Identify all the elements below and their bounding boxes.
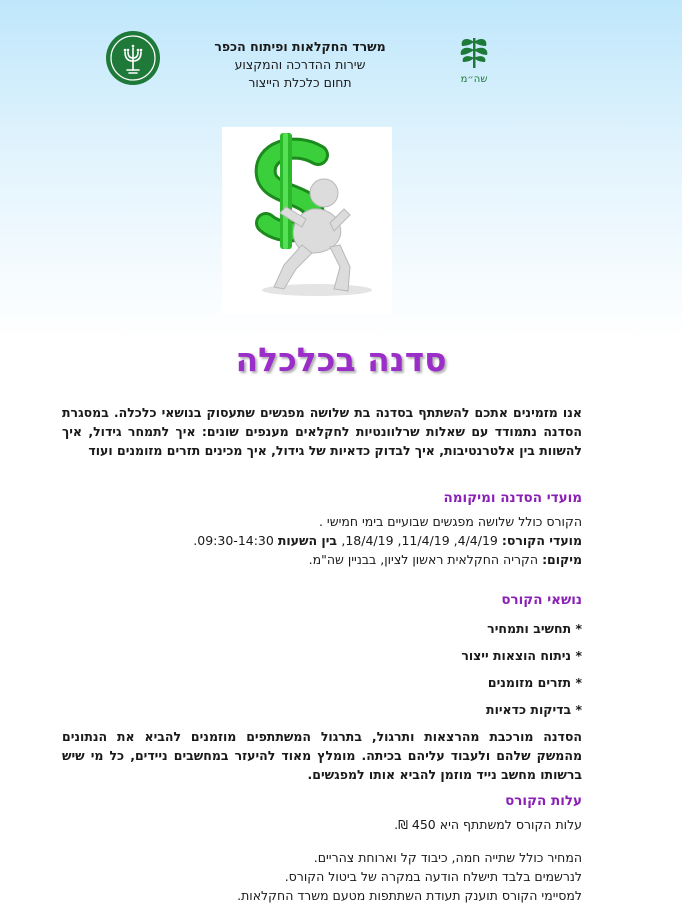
schedule-description: הקורס כולל שלושה מפגשים שבועיים בימי חמישי . xyxy=(318,514,582,529)
cost-note: למסיימי הקורס תוענק תעודת השתתפות מטעם משרד החקלאות. xyxy=(237,888,582,903)
location-value: הקריה החקלאית ראשון לציון, בבניין שה"מ. xyxy=(308,552,543,567)
topic-item: * ניתוח הוצאות ייצור xyxy=(461,648,582,663)
intro-paragraph: אנו מזמינים אתכם להשתתף בסדנה בת שלושה מפגשים שתעסוק בנושאי כלכלה. במסגרת הסדנה נתמודד עם שאלות שרלוונטיות לחקלאים מענפים שונים: איך לתמחר גידול, איך להשוות בין אלטרנטיבות, איך לבדוק כדאיות של גידול, איך מכינים תזרים מזומנים ועוד xyxy=(62,405,582,458)
cost-section xyxy=(62,792,582,905)
topics-section xyxy=(62,591,582,784)
dates-value: 4/4/19, 11/4/19, 18/4/19, xyxy=(341,533,502,548)
shaham-logo xyxy=(454,30,494,86)
dollar-carrier-illustration xyxy=(222,127,392,315)
cost-note: המחיר כולל שתייה חמה, כיבוד קל וארוחת צהריים. xyxy=(313,850,582,865)
schedule-section xyxy=(62,489,582,569)
location-label: מיקום: xyxy=(542,552,582,567)
cost-heading: עלות הקורס xyxy=(505,793,582,809)
hours-value: 09:30-14:30. xyxy=(193,533,278,548)
department-name: תחום כלכלת הייצור xyxy=(248,75,352,90)
hours-label: בין השעות xyxy=(277,533,342,548)
ministry-name: משרד החקלאות ופיתוח הכפר xyxy=(214,39,386,54)
cost-price: עלות הקורס למשתתף היא 450 ₪. xyxy=(394,817,582,832)
service-name: שירות ההדרכה והמקצוע xyxy=(234,57,366,72)
logo-text: שה״מ xyxy=(460,74,488,85)
header xyxy=(180,38,420,92)
topic-item: * תזרים מזומנים xyxy=(487,675,582,690)
topic-item: * בדיקות כדאיות xyxy=(486,702,582,717)
topics-heading: נושאי הקורס xyxy=(501,592,582,608)
schedule-dates xyxy=(62,531,582,550)
dates-label: מועדי הקורס: xyxy=(501,533,582,548)
topics-description: הסדנה מורכבת מהרצאות ותרגול, בתרגול המשתתפים מוזמנים להביא את הנתונים מהמשק שלהם ולעבוד עליהם בכיתה. מומלץ מאוד להיעזר במחשבים ניידים, כל מי שיש ברשותו מחשב נייד מוזמן להביא אותו למפגשים. xyxy=(62,729,582,782)
cost-note: לנרשמים בלבד תישלח הודעה במקרה של ביטול הקורס. xyxy=(284,869,582,884)
ministry-emblem xyxy=(105,30,161,86)
topic-item: * תחשיב ותמחיר xyxy=(487,621,582,636)
schedule-location xyxy=(62,550,582,569)
page-title: סדנה בכלכלה xyxy=(235,340,447,379)
schedule-heading: מועדי הסדנה ומיקומה xyxy=(443,490,582,506)
